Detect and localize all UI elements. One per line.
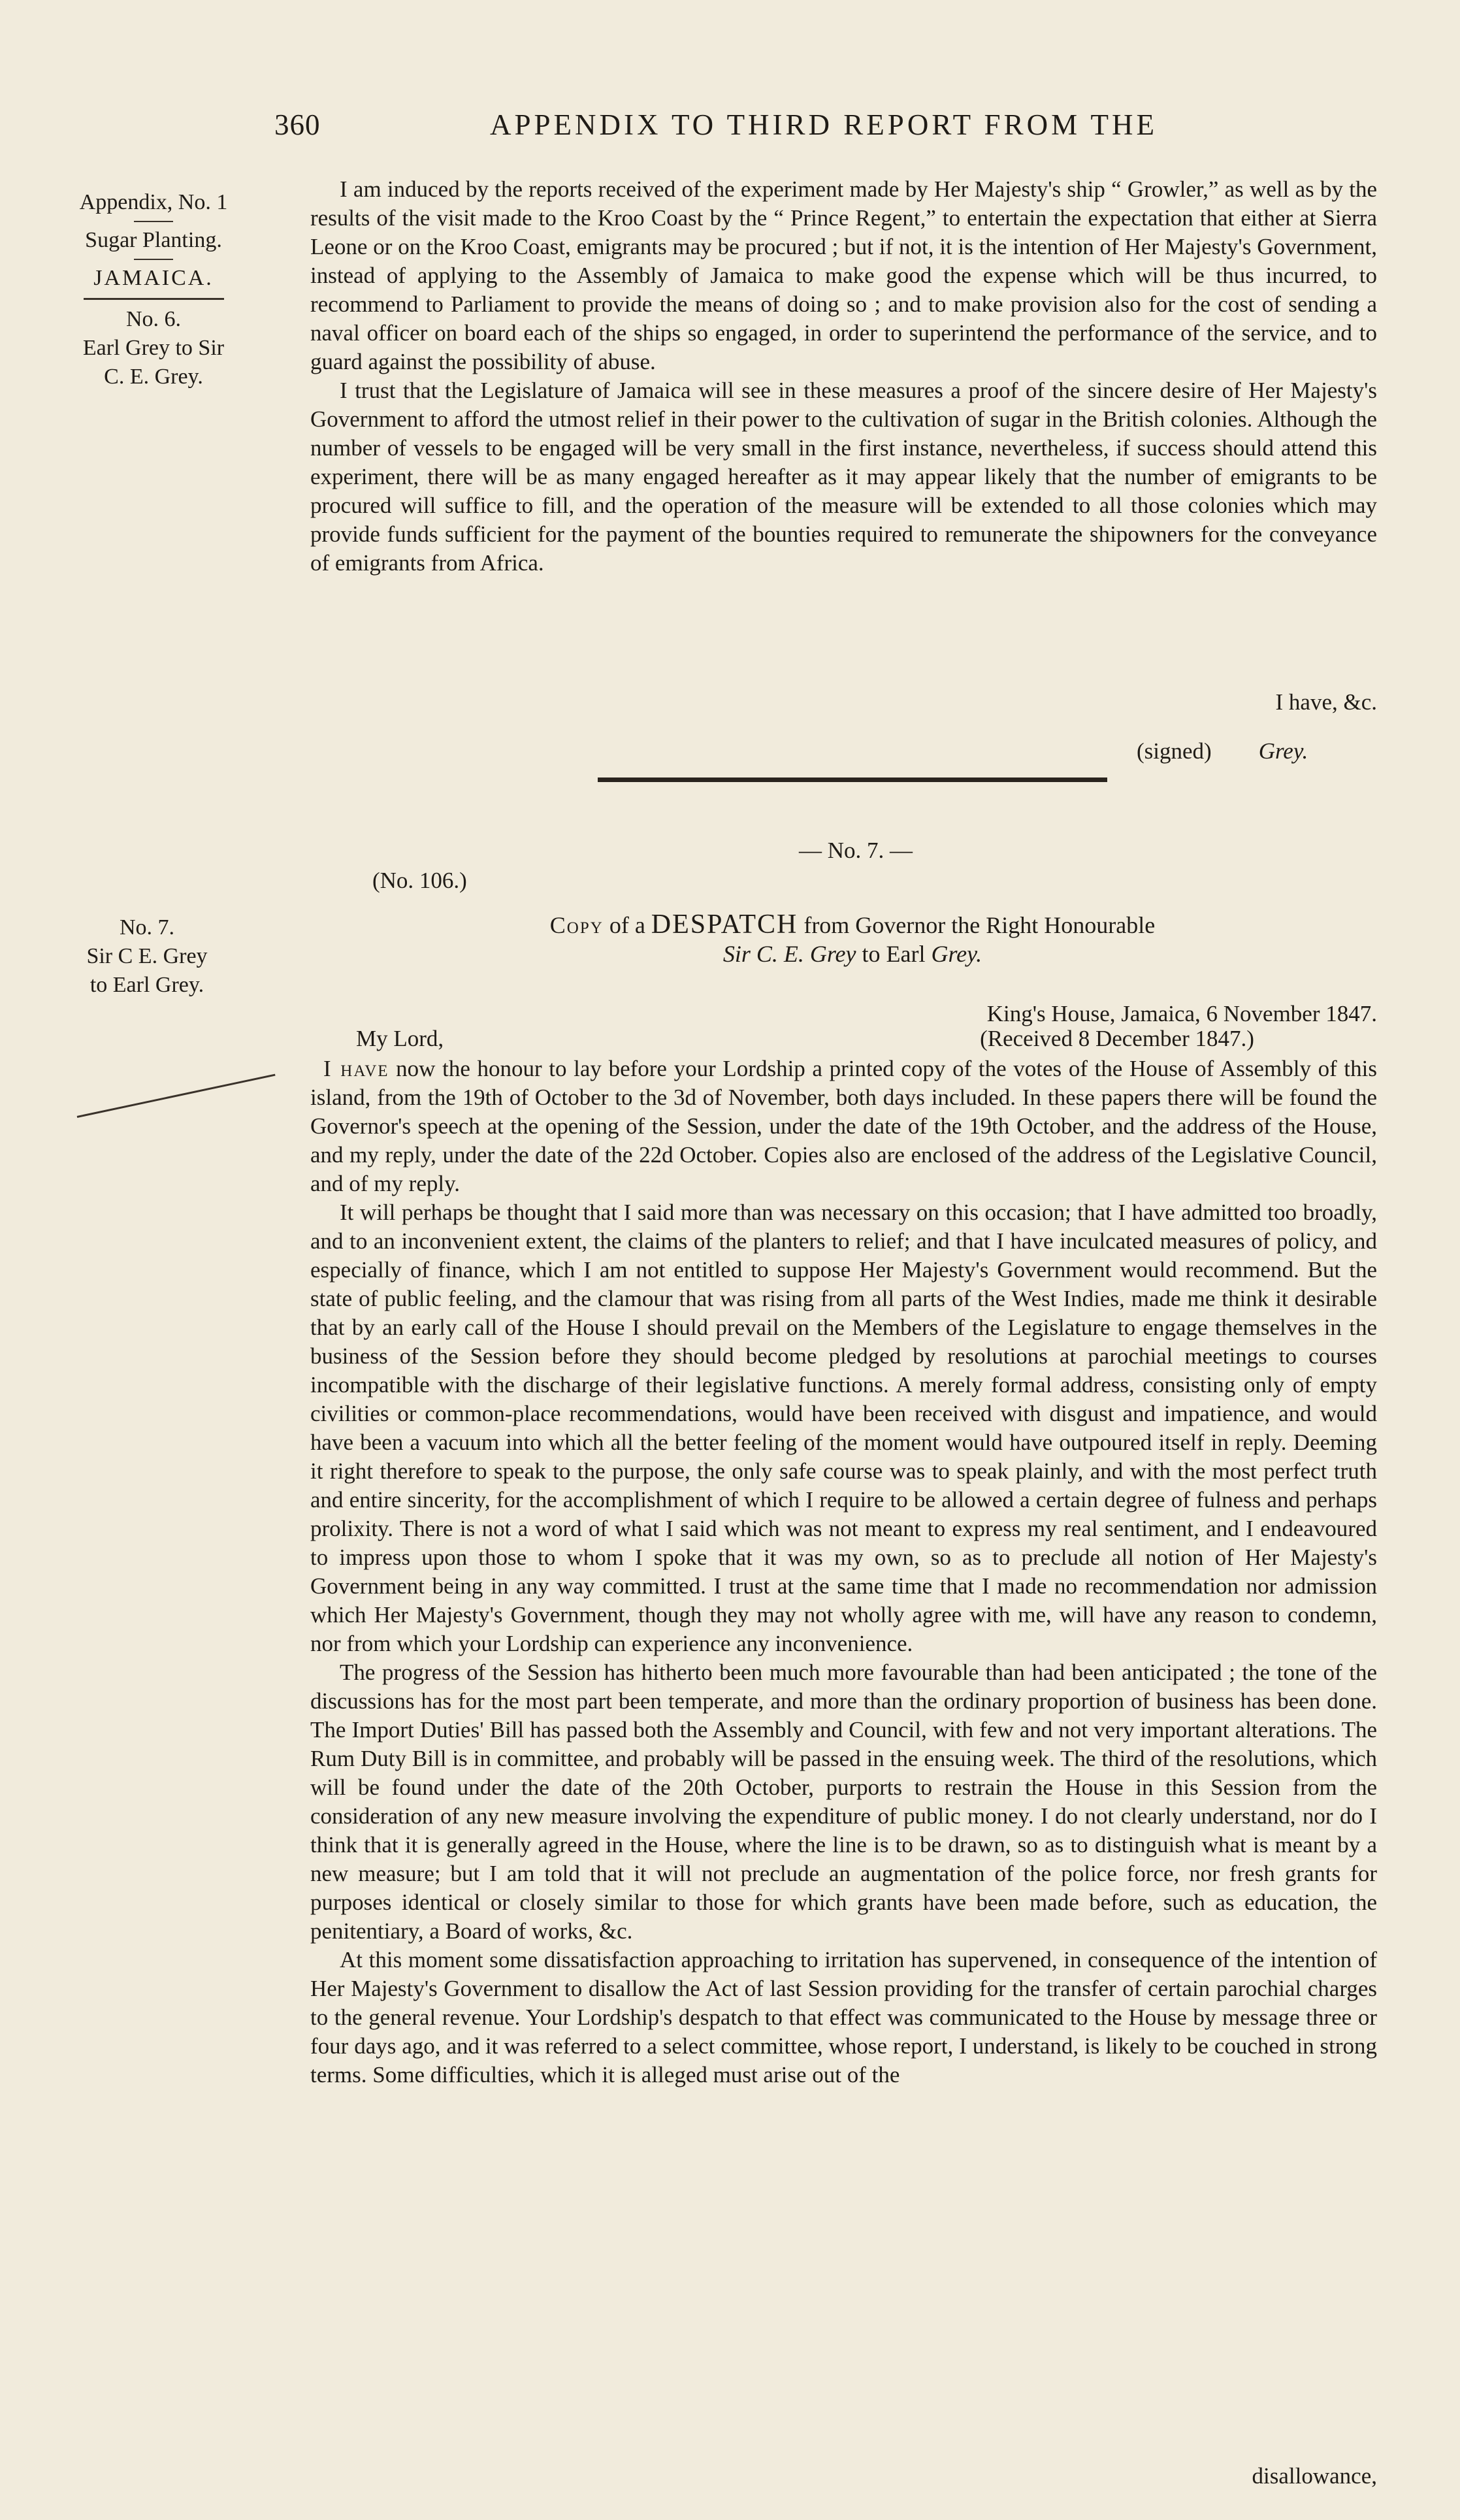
paragraph-text: now the honour to lay before your Lordship a printed copy of the votes of the House of Assembly of this island, from the 19th of October to the 3d of November, both days included. In these papers there will be found the Governor's speech at the opening of the Session, under the date of the 19th October, and the address of the House, and my reply, under the date of the 22d October. Copies also are enclosed of the address of the Legislative Council, and of my reply. xyxy=(310,1056,1377,1196)
paragraph: I am induced by the reports received of the experiment made by Her Majesty's ship “ Growler,” as well as by the results of the visit made to the Kroo Coast by the “ Prince Regent,” to entertain the expectation that either at Sierra Leone or on the Kroo Coast, emigrants may be procured ; but if not, it is the intention of Her Majesty's Government, instead of applying to the Assembly of Jamaica to make good the expense which will be thus incurred, to recommend to Parliament to provide the means of doing so ; and to make provision also for the cost of sending a naval officer on board each of the ships so engaged, in order to superintend the performance of the service, and to guard against the possibility of abuse. xyxy=(310,176,1377,374)
sidenote-from: Earl Grey to Sir xyxy=(82,336,225,360)
sidenote-to: C. E. Grey. xyxy=(104,365,203,389)
paragraph: The progress of the Session has hitherto been much more favourable than had been anticipated ; the tone of the discussions has for the most part been temperate, and more than the ordinary proportion of business has been done. The Import Duties' Bill has passed both the Assembly and Council, with few and not very important alterations. The Rum Duty Bill is in committee, and probably will be passed in the ensuing week. The third of the resolutions, which will be found under the date of the 20th October, purports to restrain the House in this Session from the consideration of any new measure involving the expenditure of public money. I do not clearly understand, nor do I think that it is generally agreed in the House, where the line is to be drawn, so as to distinguish what is meant by a new measure; but I am told that it will not preclude an augmentation of the police force, nor fresh grants for purposes identical or closely similar to those for which grants have been made before, such as education, the penitentiary, a Board of works, &c. xyxy=(310,1660,1377,1944)
paragraph: I trust that the Legislature of Jamaica will see in these measures a proof of the sincere desire of Her Majesty's Government to afford the utmost relief in their power to the cultivation of sugar in the British colonies. Although the number of vessels to be engaged will be very small in the first instance, nevertheless, if success should attend this experiment, there will be as many engaged hereafter as it may appear likely that the number of emigrants to be procured will suffice to fill, and the operation of the measure will be extended to all those colonies which may provide funds sufficient for the payment of the bounties required to remunerate the shipowners for the conveyance of emigrants from Africa. xyxy=(310,378,1377,576)
sidenote-rule xyxy=(134,221,173,222)
title-from: from Governor the Right Honourable xyxy=(803,912,1156,938)
sidenote-colony: JAMAICA. xyxy=(93,266,214,290)
signature: Grey. xyxy=(1258,738,1308,764)
sidenote-appendix: Appendix, No. 1 xyxy=(79,190,228,214)
title-to: to Earl xyxy=(862,941,926,967)
closing: I have, &c. xyxy=(1275,689,1377,715)
running-head xyxy=(274,108,1385,142)
received-date: (Received 8 December 1847.) xyxy=(980,1026,1254,1051)
sidenote-letter-6 xyxy=(46,188,261,391)
page-number: 360 xyxy=(274,108,321,141)
sidenote-from: Sir C E. Grey xyxy=(86,944,208,968)
letter-6-body xyxy=(310,175,1377,578)
title-of: of a xyxy=(609,912,645,938)
paragraph: It will perhaps be thought that I said more than was necessary on this occasion; that I have admitted too broadly, and to an inconvenient extent, the claims of the planters to relief; and that I have inculcated measures of policy, and especially of finance, which I am not entitled to suppose Her Majesty's Government would recommend. But the state of public feeling, and the clamour that was rising from all parts of the West Indies, made me think it desirable that by an early call of the House I should prevail on the Members of the Legislature to engage themselves in the business of the Session before they should become pledged by resolutions at parochial meetings to courses incompatible with the discharge of their legislative functions. A merely formal address, consisting only of empty civilities or common-place recommendations, would have been received with disgust and impatience, and would have been a vacuum into which all the better feeling of the moment would have outpoured itself in reply. Deeming it right therefore to speak to the purpose, the only safe course was to speak plainly, and with the most perfect truth and entire sincerity, for the accomplishment of which I require to be allowed a certain degree of fulness and perhaps prolixity. There is not a word of what I said which was not meant to express my real sentiment, and I endeavoured to impress upon those to whom I spoke that it was my own, so as to preclude all notion of Her Majesty's Government being in any way committed. I trust at the same time that I made no recommendation nor admission which Her Majesty's Government, though they may not wholly agree with me, will have any reason to condemn, nor from which your Lordship can experience any inconvenience. xyxy=(310,1200,1377,1656)
running-title: APPENDIX TO THIRD REPORT FROM THE xyxy=(490,108,1158,141)
title-despatch: DESPATCH xyxy=(651,909,798,940)
sidenote-number: No. 6. xyxy=(125,307,182,331)
paragraph xyxy=(310,1055,1377,1198)
sidenote-letter-7 xyxy=(39,913,255,1000)
place-date: King's House, Jamaica, 6 November 1847. xyxy=(986,1001,1377,1026)
margin-pen-stroke xyxy=(77,1074,276,1118)
paragraph: At this moment some dissatisfaction approaching to irritation has supervened, in consequence of the intention of Her Majesty's Government to disallow the Act of last Session providing for the transfer of certain parochial charges to the general revenue. Your Lordship's despatch to that effect was communicated to the House by message three or four days ago, and it was referred to a select committee, whose report, I understand, is likely to be couched in strong terms. Some difficulties, which it is alleged must arise out of the xyxy=(310,1947,1377,2087)
signature-line xyxy=(1137,738,1308,764)
reference-number: (No. 106.) xyxy=(372,868,467,893)
letter-heading: — No. 7. — xyxy=(798,838,913,863)
despatch-title xyxy=(412,910,1293,968)
signed-label: (signed) xyxy=(1137,738,1212,764)
section-divider xyxy=(598,777,1107,782)
opening-word: I have xyxy=(323,1056,389,1081)
sidenote-rule xyxy=(84,298,224,300)
title-prefix: Copy xyxy=(549,912,604,938)
catchword: disallowance, xyxy=(1252,2463,1377,2489)
sidenote-number: No. 7. xyxy=(119,915,175,940)
title-sender: Sir C. E. Grey xyxy=(722,941,856,967)
salutation: My Lord, xyxy=(356,1026,444,1051)
title-recipient: Grey. xyxy=(931,941,982,967)
sidenote-to: to Earl Grey. xyxy=(89,973,204,997)
sidenote-rule xyxy=(134,259,173,260)
letter-7-body xyxy=(310,1055,1377,2089)
sidenote-subject: Sugar Planting. xyxy=(85,228,222,252)
